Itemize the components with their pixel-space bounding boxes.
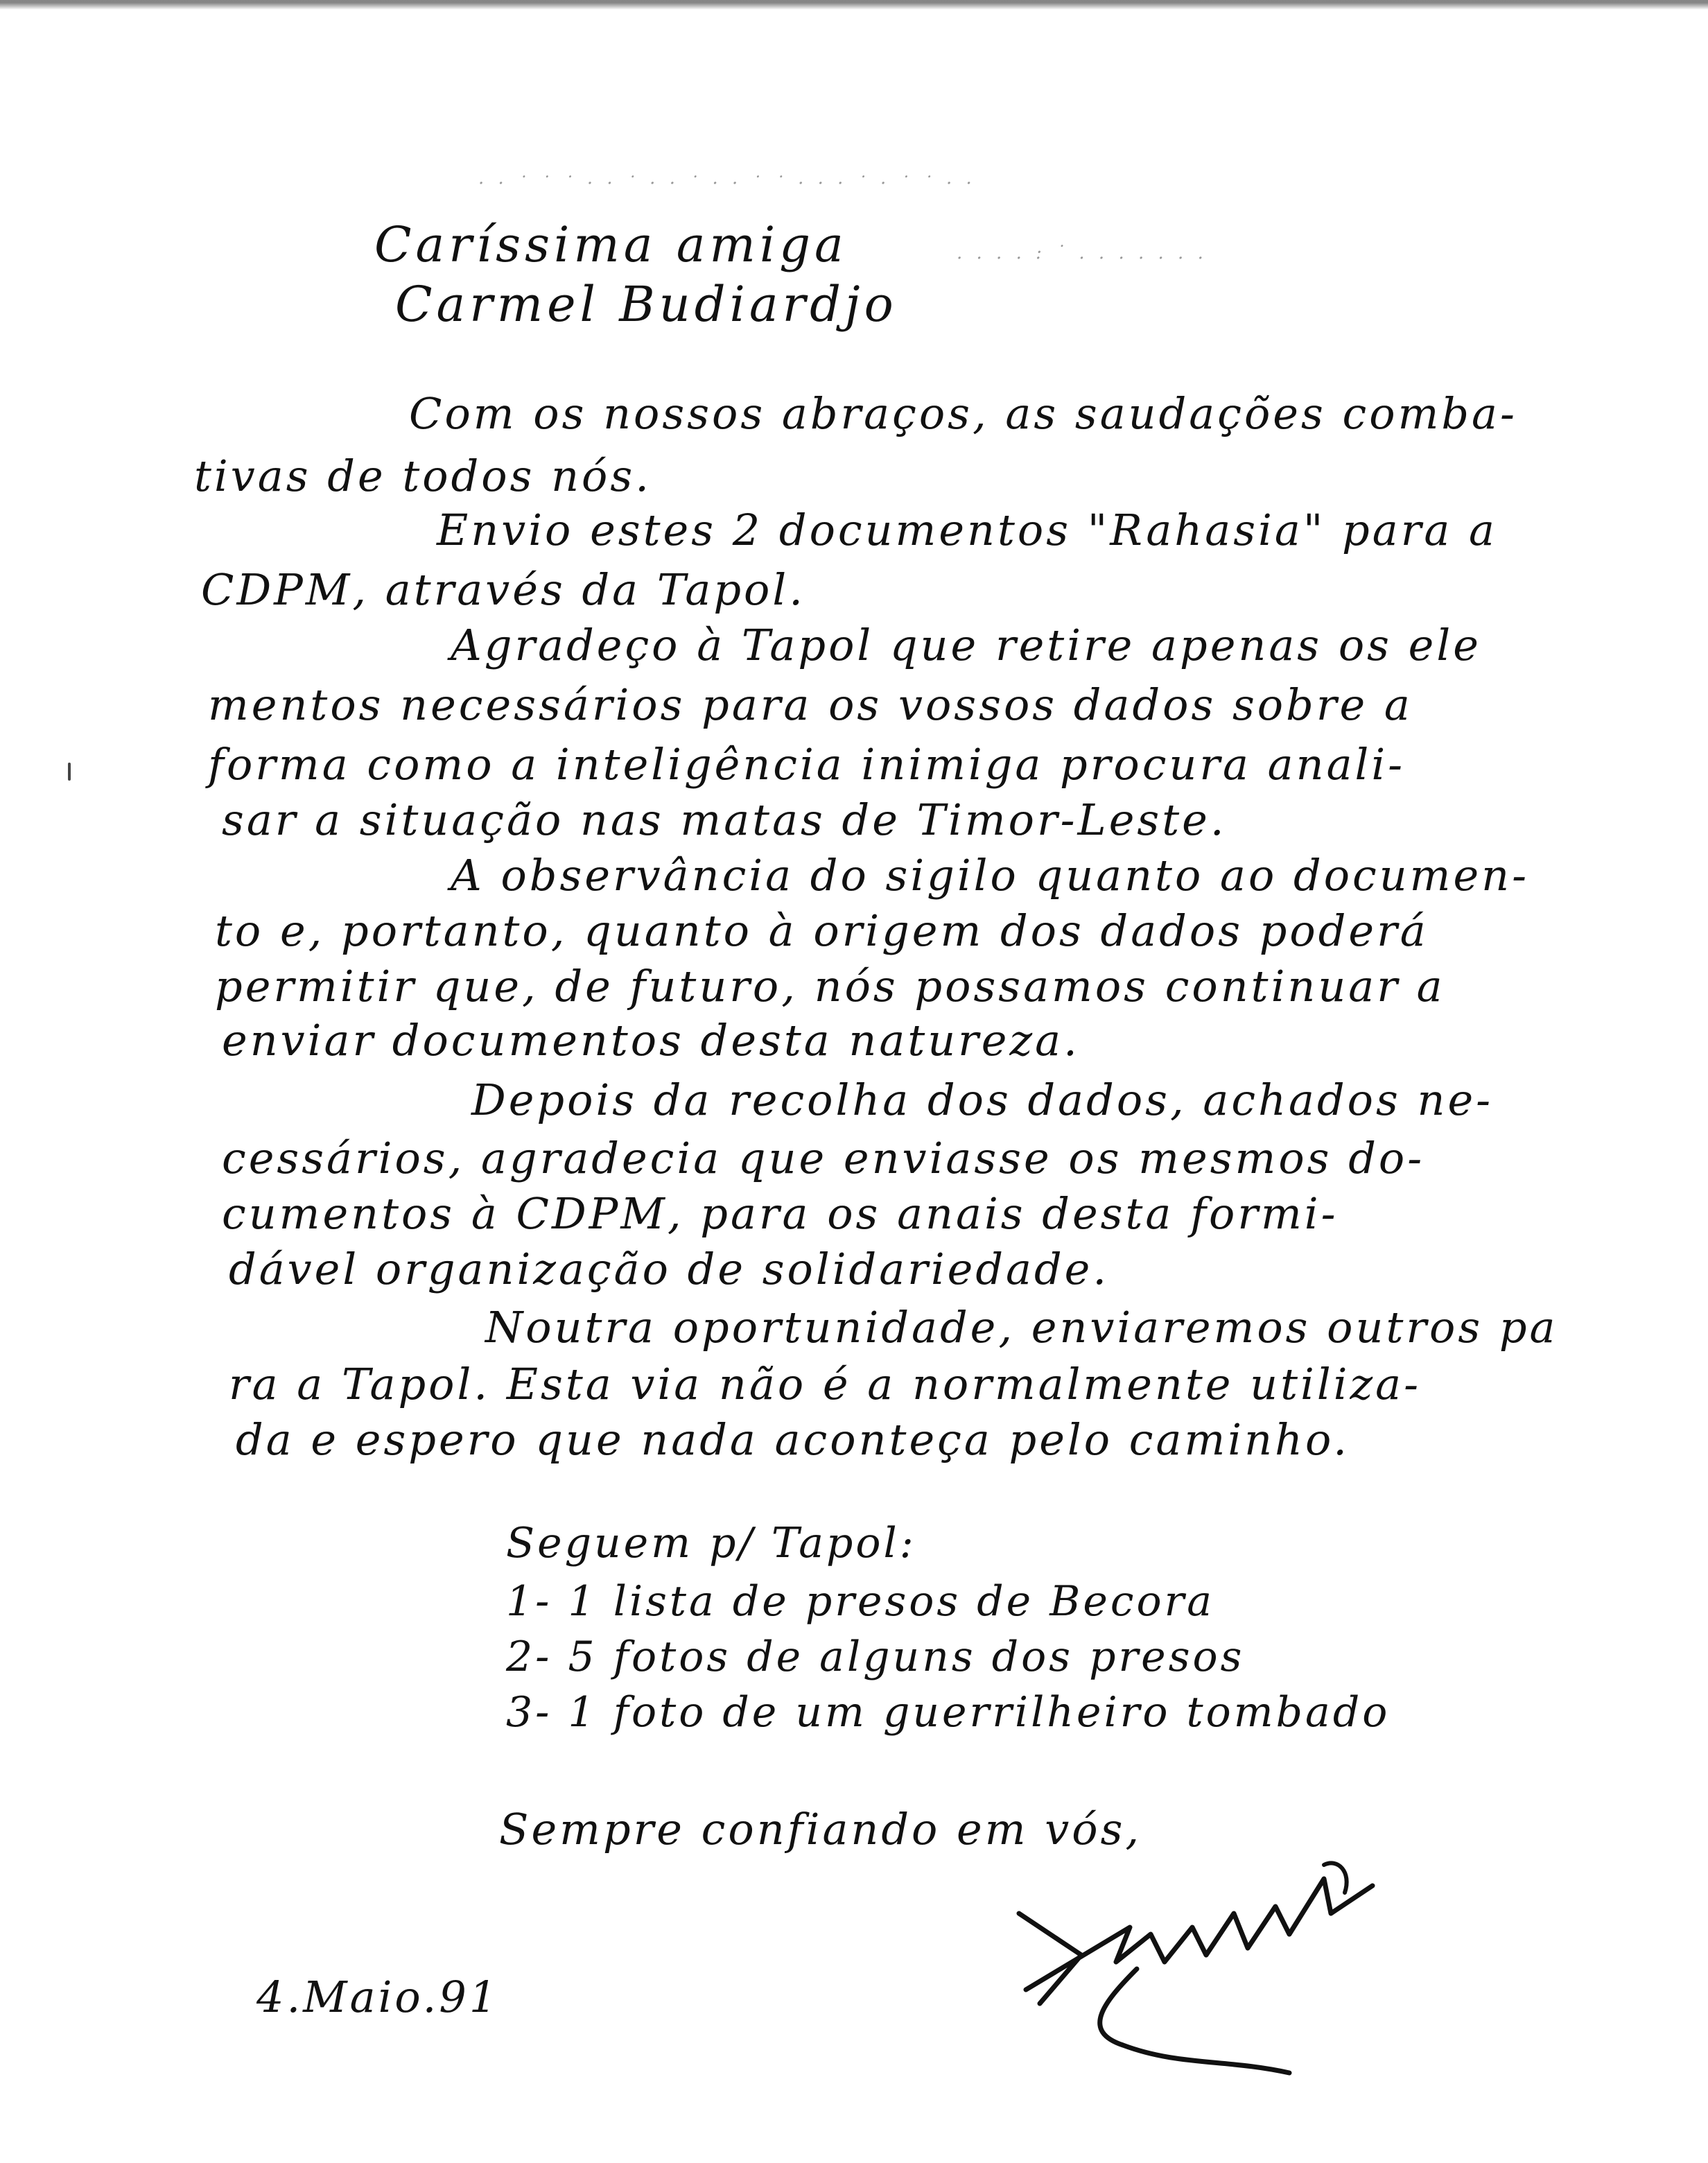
body-line: cessários, agradecia que enviasse os mesmos do- (222, 1133, 1425, 1183)
faint-dots: . . . . : ˙ . . . . . . . (957, 243, 1208, 263)
list-heading: Seguem p/ Tapol: (506, 1519, 916, 1567)
body-line: forma como a inteligência inimiga procura anali- (208, 739, 1406, 790)
salutation-line-1: Caríssima amiga (374, 216, 848, 273)
body-line: CDPM, através da Tapol. (201, 564, 805, 615)
closing-line: Sempre confiando em vós, (499, 1804, 1142, 1854)
faint-bleed-through: · · ˙ ˙ ˙ · · ˙ · · ˙ · · ˙ ˙ · · · ˙ · ˙ ˙ · · (478, 173, 976, 194)
body-line: Envio estes 2 documentos "Rahasia" para a (437, 505, 1497, 555)
body-line: Com os nossos abraços, as saudações comba- (409, 388, 1517, 439)
body-line: cumentos à CDPM, para os anais desta formi- (222, 1188, 1339, 1239)
body-line: to e, portanto, quanto à origem dos dados poderá (215, 905, 1429, 956)
scan-top-edge (0, 0, 1708, 10)
body-line: Noutra oportunidade, enviaremos outros pa (485, 1302, 1558, 1353)
list-item: 1- 1 lista de presos de Becora (506, 1577, 1215, 1626)
body-line: ra a Tapol. Esta via não é a normalmente utiliza- (229, 1359, 1422, 1409)
body-line: Depois da recolha dos dados, achados ne- (471, 1075, 1494, 1125)
signature (998, 1830, 1386, 2094)
body-line: dável organização de solidariedade. (229, 1244, 1110, 1294)
letter-date: 4.Maio.91 (256, 1972, 500, 2022)
list-item: 2- 5 fotos de alguns dos presos (506, 1633, 1245, 1681)
body-line: da e espero que nada aconteça pelo caminho. (236, 1414, 1350, 1465)
salutation-line-2: Carmel Budiardjo (395, 276, 898, 333)
body-line: Agradeço à Tapol que retire apenas os ele (451, 620, 1481, 670)
body-line: A observância do sigilo quanto ao documen- (451, 850, 1530, 901)
list-item: 3- 1 foto de um guerrilheiro tombado (506, 1688, 1391, 1737)
scan-speck (68, 763, 71, 781)
body-line: permitir que, de futuro, nós possamos continuar a (215, 961, 1445, 1011)
body-line: mentos necessários para os vossos dados sobre a (208, 679, 1413, 730)
body-line: enviar documentos desta natureza. (222, 1015, 1080, 1066)
body-line: tivas de todos nós. (194, 451, 652, 501)
body-line: sar a situação nas matas de Timor-Leste. (222, 794, 1227, 845)
